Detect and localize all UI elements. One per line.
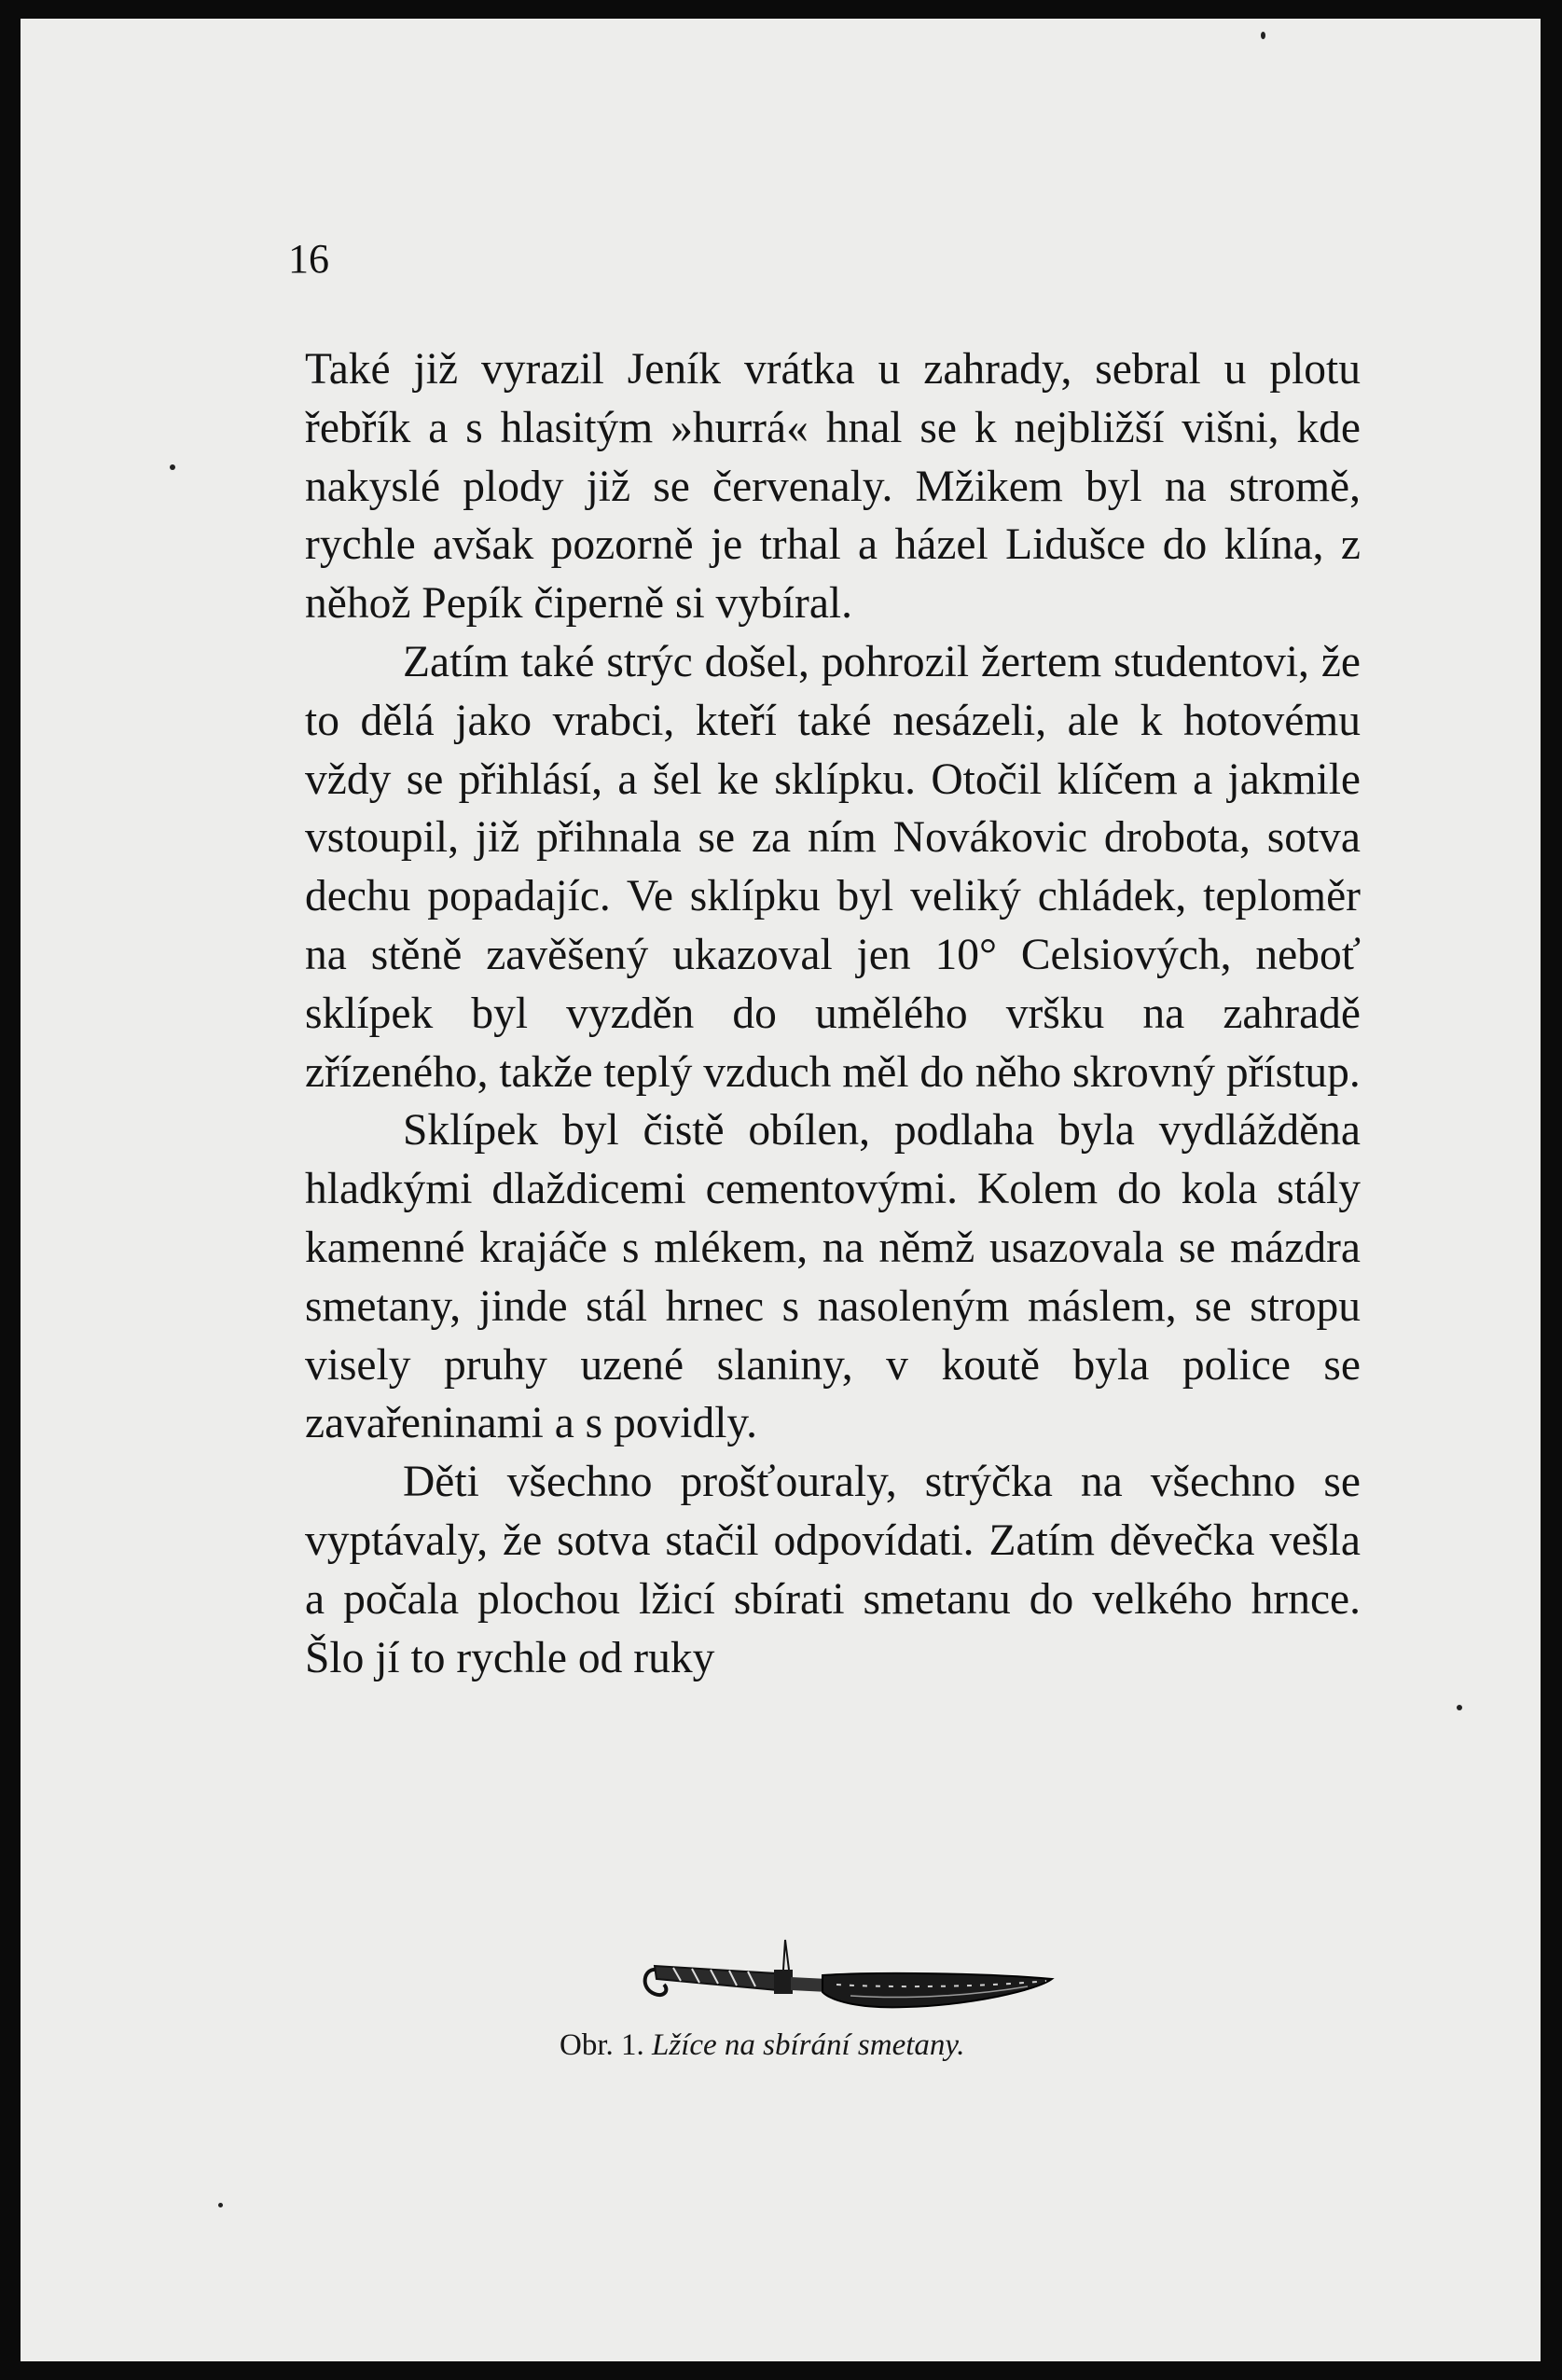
figure-caption-title: Lžíce na sbírání smetany. — [652, 2028, 965, 2062]
skimming-spoon-icon — [636, 1912, 1065, 2024]
body-text — [305, 340, 1361, 1687]
figure-caption-label: Obr. 1. — [560, 2028, 644, 2062]
print-speck — [218, 2203, 223, 2207]
book-page — [21, 19, 1541, 2361]
print-speck — [1457, 1705, 1462, 1710]
paragraph-1: Také již vyrazil Jeník vrátka u zahrady, sebral u plotu řebřík a s hlasitým »hurrá« hnal se k nejbližší višni, kde nakyslé plody již se červenaly. Mžikem byl na stromě, rychle avšak pozorně je trhal a házel Lidušce do klína, z něhož Pepík čiperně si vybíral. — [305, 345, 1361, 629]
paragraph-4: Děti všechno prošťouraly, strýčka na všechno se vyptávaly, že sotva stačil odpovídati. Zatím děvečka vešla a počala plochou lžicí sbírati smetanu do velkého hrnce. Šlo jí to rychle od ruky — [305, 1458, 1361, 1682]
paragraph-2: Zatím také strýc došel, pohrozil žertem studentovi, že to dělá jako vrabci, kteří také nesázeli, ale k hotovému vždy se přihlásí, a šel ke sklípku. Otočil klíčem a jakmile vstoupil, již přihnala se za ním Novákovic drobota, sotva dechu popadajíc. Ve sklípku byl veliký chládek, teploměr na stěně zavěšený ukazoval jen 10° Celsiových, neboť sklípek byl vyzděn do umělého vršku na zahradě zřízeného, takže teplý vzduch měl do něho skrovný přístup. — [305, 637, 1361, 1097]
page-number: 16 — [288, 236, 329, 282]
skimming-spoon-illustration — [636, 1912, 1065, 2024]
print-speck — [170, 464, 175, 470]
print-speck — [1261, 32, 1265, 39]
figure-caption — [560, 2028, 1156, 2063]
paragraph-3: Sklípek byl čistě obílen, podlaha byla vydlážděna hladkými dlaždicemi cementovými. Kolem do kola stály kamenné krajáče s mlékem, na němž usazovala se mázdra smetany, jinde stál hrnec s nasoleným máslem, se stropu visely pruhy uzené slaniny, v koutě byla police se zavařeninami a s povidly. — [305, 1106, 1361, 1448]
